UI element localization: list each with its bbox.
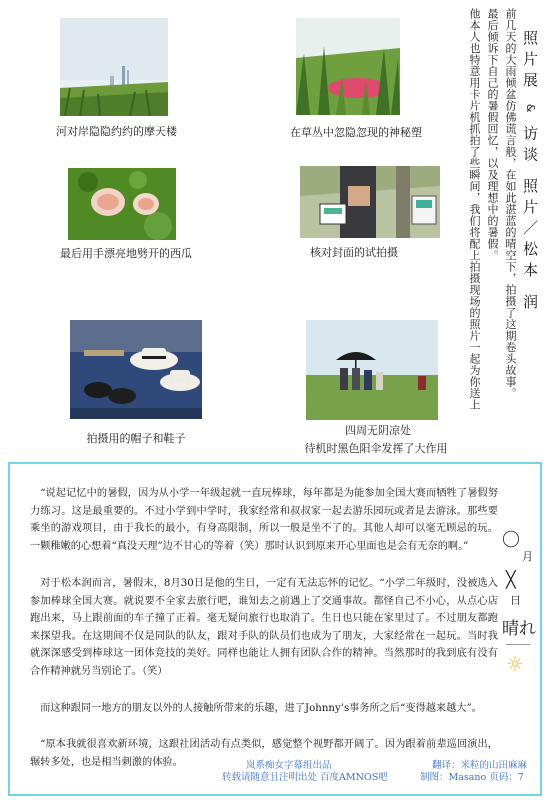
intro-line-3: 他本人也特意用卡片机抓拍了些瞬间，我们将配上拍摄现场的照片一起为你送上 (468, 8, 481, 411)
credit-line: 制图：Masano 页码：7 (420, 772, 524, 783)
article-paragraph: 而这种跟同一地方的朋友以外的人接触所带来的乐趣，进了Johnny’s事务所之后“变得越来越大”。 (40, 703, 482, 714)
date-day: 日 (510, 594, 521, 607)
photo-skyline (60, 18, 168, 116)
credit-line: 翻译：米粒的山田麻麻 (432, 760, 528, 771)
intro-line-2: 最后倾诉下自己的暑假回忆，以及理想中的暑假。 (486, 8, 499, 261)
photo-sculpture (296, 18, 400, 115)
photo-caption: 在草丛中忽隐忽现的神秘塑 (290, 126, 422, 139)
photo-watermelon (68, 168, 176, 240)
photo-caption: 河对岸隐隐约约的摩天楼 (56, 125, 177, 138)
photo-caption: 最后用手漂亮地劈开的西瓜 (60, 247, 192, 260)
date-cross: ╳ (506, 570, 516, 589)
date-month: 月 (522, 550, 533, 563)
credit-line: 转载请随意且注明出处 百度AMNOS吧 (222, 772, 388, 783)
credit-line: 岚系痴女字幕组出品 (246, 760, 332, 771)
page-title (520, 30, 541, 315)
photo-hats-shoes (70, 320, 202, 419)
photo-test-shoot (300, 166, 440, 238)
article-paragraph: “原本我就很喜欢新环境，这跟社团活动有点类似，感觉整个视野都开阔了。因为跟着前辈巡回演出，辗转多处，也是相当刺激的体验。 (30, 739, 498, 768)
title-part3: 照片／松本 润 (521, 177, 539, 315)
date-circle: 〇 (502, 530, 520, 551)
weather-divider (506, 644, 530, 645)
title-ampersand: & (524, 103, 537, 115)
photo-parasol (306, 320, 438, 420)
photo-caption-2: 待机时黑色阳伞发挥了大作用 (304, 442, 448, 455)
photo-caption: 核对封面的试拍摄 (310, 246, 398, 259)
photo-caption: 拍摄用的帽子和鞋子 (86, 432, 186, 445)
article-paragraph: “说起记忆中的暑假，因为从小学一年级起就一直玩棒球，每年都是为能参加全国大赛而牺牲了暑假努力练习。这是最重要的。不过小学到中学时，我家经常和叔叔家一起去游乐园玩或者是去游泳。那些要乘坐的游戏项目，由于我长的最小，有身高限制，所以一般是坐不了的。其他人却可以毫无顾忌的玩。一颗稚嫩的心想着“真没天理”边不甘心的等着（笑）那时认识到原来开心里面也是会有无奈的啊。” (30, 488, 498, 552)
photo-caption: 四周无阴凉处 (345, 424, 411, 437)
sun-icon: ☼ (506, 652, 524, 676)
intro-line-1: 前几天的大雨倾盆仿佛谎言般，在如此湛蓝的晴空下，拍摄了这期卷头故事。 (504, 8, 517, 399)
title-part1: 照片展 (521, 30, 539, 93)
weather-text: 晴れ (502, 619, 536, 639)
title-part2: 访谈 (521, 125, 539, 168)
article-paragraph: 对于松本润而言，暑假末，8月30日是他的生日，一定有无法忘怀的记忆。“小学二年级时，没被选入参加棒球全国大赛。就说要不全家去旅行吧，谁知去之前遇上了交通事故。都怪自己不小心，从点心店跑出来，马上跟前面的车子撞了正着。毫无疑问旅行也取消了。生日也只能在家里过了。不过朋友都跑来探望我。在这期间不仅是同队的队友，跟对手队的队员们也成为了朋友，大家经常在一起玩。当时我就深深感受到棒球这一团体竞技的美好。同样也能让人拥有团队合作的精神。当然那时的我到底有没有合作精神就另当别论了。（笑） (30, 578, 498, 677)
